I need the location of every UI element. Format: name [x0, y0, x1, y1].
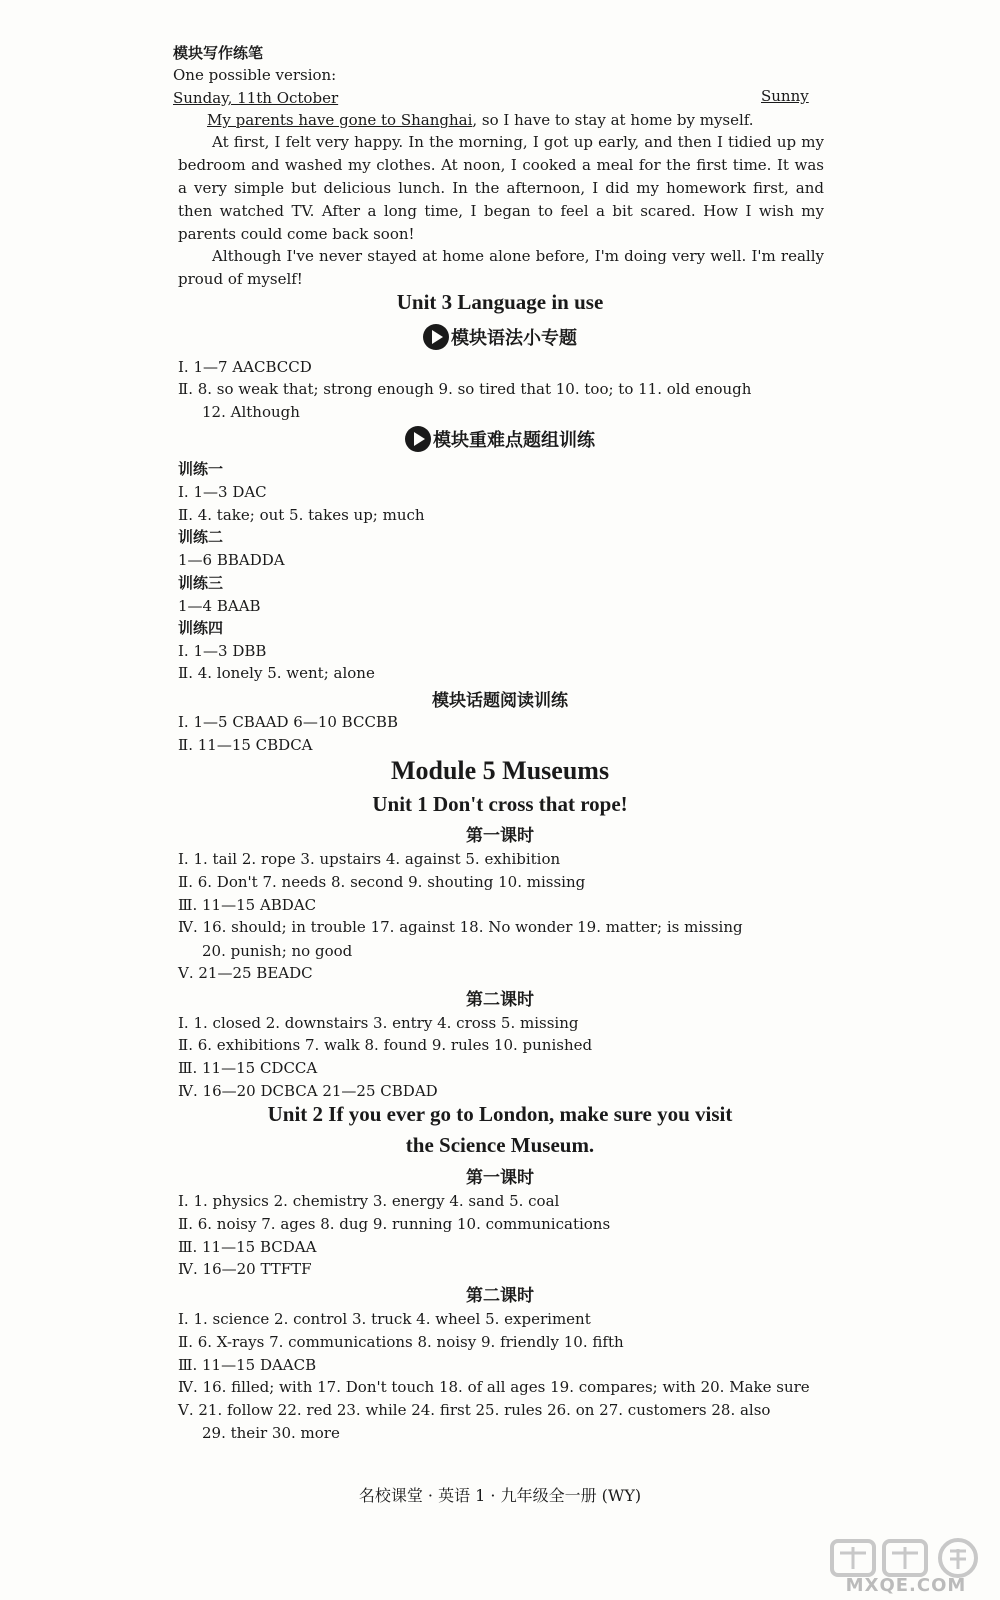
answer-line: Ⅱ. 4. lonely 5. went; alone: [178, 664, 375, 682]
answer-line: Ⅲ. 11—15 DAACB: [178, 1356, 317, 1374]
lesson-heading: 第一课时: [466, 1168, 534, 1188]
drill-label: 训练四: [178, 619, 224, 637]
answer-line: 1—6 BBADDA: [178, 551, 285, 569]
answer-line: Ⅰ. 1—7 AACBCCD: [178, 358, 312, 376]
answer-line: Ⅳ. 16. should; in trouble 17. against 18. No wonder 19. matter; is missing: [178, 918, 743, 936]
essay-paragraph-2: Although I've never stayed at home alone before, I'm doing very well. I'm really proud of myself!: [178, 247, 824, 288]
first-sentence: [207, 109, 754, 131]
grammar-heading-text: 模块语法小专题: [451, 328, 577, 349]
answer-line: Ⅰ. 1. tail 2. rope 3. upstairs 4. against 5. exhibition: [178, 850, 561, 868]
drill-label: 训练一: [178, 460, 224, 478]
answer-line: Ⅱ. 6. noisy 7. ages 8. dug 9. running 10. communications: [178, 1215, 611, 1233]
answer-line: 1—4 BAAB: [178, 597, 261, 615]
answer-line: Ⅰ. 1—5 CBAAD 6—10 BCCBB: [178, 713, 398, 731]
answer-line: Ⅳ. 16—20 DCBCA 21—25 CBDAD: [178, 1082, 438, 1100]
module5-title: Module 5 Museums: [390, 756, 610, 785]
page-footer: 名校课堂 · 英语 1 · 九年级全一册 (WY): [358, 1486, 642, 1505]
drill-heading-text: 模块重难点题组训练: [433, 430, 595, 451]
answer-line: Ⅰ. 1. physics 2. chemistry 3. energy 4. sand 5. coal: [178, 1192, 560, 1210]
answer-line: Ⅱ. 6. Don't 7. needs 8. second 9. shouting 10. missing: [178, 873, 586, 891]
answer-line: Ⅳ. 16—20 TTFTF: [178, 1260, 312, 1278]
unit1-title: Unit 1 Don't cross that rope!: [372, 792, 628, 816]
answer-line: Ⅲ. 11—15 BCDAA: [178, 1238, 317, 1256]
drill-label: 训练二: [178, 528, 224, 546]
play-circle-icon: [423, 324, 449, 350]
first-sentence-rest: , so I have to stay at home by myself.: [472, 111, 754, 129]
drill-label: 训练三: [178, 574, 224, 592]
diary-date: Sunday, 11th October: [173, 89, 339, 107]
answer-line: 29. their 30. more: [202, 1424, 340, 1442]
answer-line: Ⅱ. 6. exhibitions 7. walk 8. found 9. rules 10. punished: [178, 1036, 593, 1054]
answer-line: Ⅰ. 1—3 DBB: [178, 642, 267, 660]
answer-line: Ⅱ. 8. so weak that; strong enough 9. so tired that 10. too; to 11. old enough: [178, 380, 752, 398]
answer-line: Ⅰ. 1. closed 2. downstairs 3. entry 4. cross 5. missing: [178, 1014, 579, 1032]
answer-line: Ⅲ. 11—15 ABDAC: [178, 896, 317, 914]
first-sentence-underlined: My parents have gone to Shanghai: [207, 111, 473, 129]
answer-line: Ⅱ. 4. take; out 5. takes up; much: [178, 506, 425, 524]
answer-line: Ⅳ. 16. filled; with 17. Don't touch 18. of all ages 19. compares; with 20. Make sure: [178, 1378, 810, 1396]
watermark-text: MXQE.COM: [845, 1575, 967, 1596]
unit2-title-line1: Unit 2 If you ever go to London, make sure you visit: [267, 1102, 733, 1126]
drill-heading: [0, 426, 1000, 452]
answer-line: Ⅲ. 11—15 CDCCA: [178, 1059, 318, 1077]
lesson-heading: 第二课时: [466, 990, 534, 1010]
diary-weather: Sunny: [761, 87, 809, 105]
unit3-title: Unit 3 Language in use: [396, 290, 604, 314]
answer-line: Ⅴ. 21. follow 22. red 23. while 24. first 25. rules 26. on 27. customers 28. also: [178, 1401, 771, 1419]
essay-paragraph-1: At first, I felt very happy. In the morning, I got up early, and then I tidied up my bedroom and washed my clothes. At noon, I cooked a meal for the first time. It was a very simple but delicious lunch. In the afternoon, I did my homework first, and then watched TV. After a long time, I began to feel a bit scared. How I wish my parents could come back soon!: [178, 133, 824, 243]
answer-line: Ⅰ. 1. science 2. control 3. truck 4. wheel 5. experiment: [178, 1310, 591, 1328]
reading-heading: 模块话题阅读训练: [432, 691, 568, 711]
play-circle-icon: [405, 426, 431, 452]
lesson-heading: 第二课时: [466, 1286, 534, 1306]
answer-line: 12. Although: [202, 403, 300, 421]
answer-line: Ⅰ. 1—3 DAC: [178, 483, 267, 501]
grammar-heading: [0, 324, 1000, 350]
answer-line: Ⅴ. 21—25 BEADC: [178, 964, 313, 982]
lesson-heading: 第一课时: [466, 826, 534, 846]
answer-line: 20. punish; no good: [202, 942, 353, 960]
version-label: One possible version:: [173, 66, 337, 84]
answer-line: Ⅱ. 6. X-rays 7. communications 8. noisy 9. friendly 10. fifth: [178, 1333, 624, 1351]
writing-heading: 模块写作练笔: [173, 44, 264, 62]
answer-line: Ⅱ. 11—15 CBDCA: [178, 736, 313, 754]
unit2-title-line2: the Science Museum.: [405, 1133, 595, 1157]
